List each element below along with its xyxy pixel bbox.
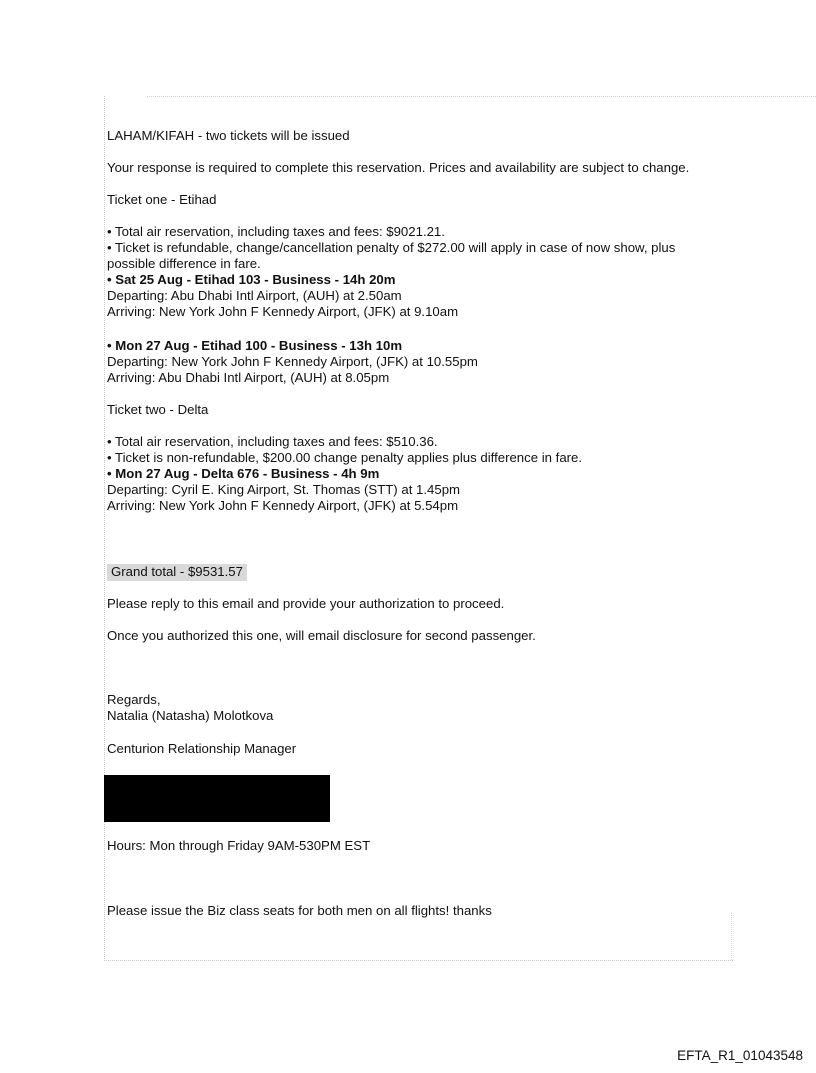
response-notice: Your response is required to complete this reservation. Prices and availability are subject to change. [107, 160, 690, 175]
signature-title: Centurion Relationship Manager [107, 741, 297, 756]
flight-delta-676-title: • Mon 27 Aug - Delta 676 - Business - 4h 9m [107, 466, 380, 481]
reply-request: Please reply to this email and provide your authorization to proceed. [107, 596, 505, 611]
signature-hours: Hours: Mon through Friday 9AM-530PM EST [107, 838, 371, 853]
flight-delta-676-departing: Departing: Cyril E. King Airport, St. Thomas (STT) at 1.45pm [107, 482, 461, 497]
ticket-two-total: • Total air reservation, including taxes and fees: $510.36. [107, 434, 438, 449]
flight-delta-676-arriving: Arriving: New York John F Kennedy Airport, (JFK) at 5.54pm [107, 498, 459, 513]
ticket-one-total: • Total air reservation, including taxes and fees: $9021.21. [107, 224, 445, 239]
flight-etihad-100-title: • Mon 27 Aug - Etihad 100 - Business - 13h 10m [107, 338, 403, 353]
flight-etihad-103-title: • Sat 25 Aug - Etihad 103 - Business - 14h 20m [107, 272, 396, 287]
signature-closing: Regards, [107, 692, 161, 707]
frame-right-edge [731, 912, 732, 960]
final-note: Please issue the Biz class seats for both men on all flights! thanks [107, 903, 492, 918]
signature-name: Natalia (Natasha) Molotkova [107, 708, 274, 723]
ticket-two-refund-line: • Ticket is non-refundable, $200.00 change penalty applies plus difference in fare. [107, 450, 583, 465]
grand-total: Grand total - $9531.57 [107, 564, 247, 581]
ticket-two-heading: Ticket two - Delta [107, 402, 209, 417]
document-id: EFTA_R1_01043548 [677, 1048, 803, 1063]
disclosure-note: Once you authorized this one, will email disclosure for second passenger. [107, 628, 536, 643]
flight-etihad-100-arriving: Arriving: Abu Dhabi Intl Airport, (AUH) at 8.05pm [107, 370, 390, 385]
passengers-line: LAHAM/KIFAH - two tickets will be issued [107, 128, 350, 143]
flight-etihad-103-arriving: Arriving: New York John F Kennedy Airport, (JFK) at 9.10am [107, 304, 459, 319]
ticket-one-refund-line1: • Ticket is refundable, change/cancellation penalty of $272.00 will apply in case of now show, plus [107, 240, 676, 255]
ticket-one-heading: Ticket one - Etihad [107, 192, 217, 207]
ticket-one-refund-line2: possible difference in fare. [107, 256, 261, 271]
flight-etihad-100-departing: Departing: New York John F Kennedy Airport, (JFK) at 10.55pm [107, 354, 478, 369]
flight-etihad-103-departing: Departing: Abu Dhabi Intl Airport, (AUH) at 2.50am [107, 288, 402, 303]
redaction-block [104, 775, 330, 822]
